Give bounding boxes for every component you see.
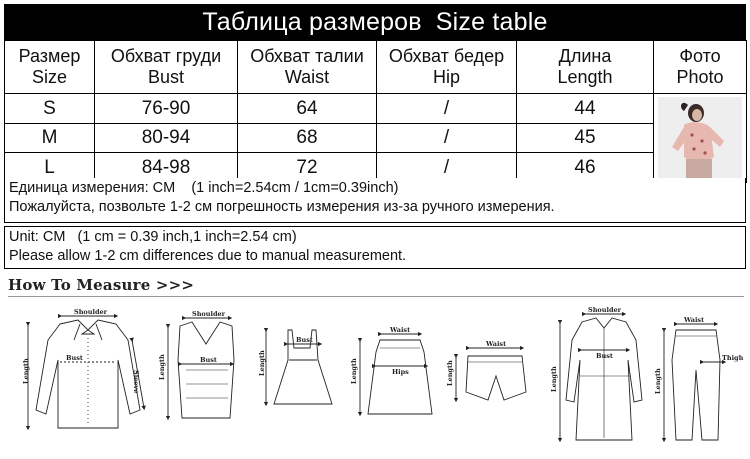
label-bust: Bust	[296, 336, 313, 344]
figure-trousers	[654, 316, 744, 440]
cell-size: M	[5, 123, 95, 153]
figure-shorts	[446, 340, 526, 400]
label-shoulder: Shoulder	[588, 306, 622, 314]
cell-hip: /	[377, 123, 517, 153]
header-length: Длина Length	[517, 41, 654, 94]
label-bust: Bust	[66, 354, 83, 362]
cell-size: S	[5, 94, 95, 124]
cell-length: 46	[517, 153, 654, 183]
note-en-line2: Please allow 1-2 cm differences due to manual measurement.	[9, 248, 407, 264]
label-bust: Bust	[200, 356, 217, 364]
photo-cell	[654, 94, 747, 183]
figure-top	[158, 310, 234, 418]
cell-hip: /	[377, 153, 517, 183]
label-length: Length	[446, 360, 454, 386]
cell-size: L	[5, 153, 95, 183]
label-sleeve: Sleeve	[132, 370, 140, 394]
note-en-line1: Unit: CM (1 cm = 0.39 inch,1 inch=2.54 cm)	[9, 229, 297, 245]
header-size: Размер Size	[5, 41, 95, 94]
note-ru-line2: Пожалуйста, позвольте 1-2 см погрешность измерения из-за ручного измерения.	[9, 199, 555, 215]
how-to-measure-heading: How To Measure >>>	[8, 276, 195, 294]
how-to-measure-figures	[0, 300, 750, 459]
label-waist: Waist	[486, 340, 507, 348]
product-photo	[658, 97, 742, 179]
label-length: Length	[654, 368, 662, 394]
header-photo: Фото Photo	[654, 41, 747, 94]
figure-dress	[258, 330, 332, 404]
note-en	[4, 226, 746, 269]
label-thigh: Thigh	[722, 354, 744, 362]
size-table	[4, 40, 747, 183]
header-bust: Обхват груди Bust	[95, 41, 238, 94]
label-hips: Hips	[392, 368, 409, 376]
figure-coat	[550, 306, 642, 440]
table-row	[5, 123, 747, 153]
cell-length: 45	[517, 123, 654, 153]
label-shoulder: Shoulder	[192, 310, 226, 318]
header-row	[5, 41, 747, 94]
cell-bust: 76-90	[95, 94, 238, 124]
note-ru	[4, 178, 746, 223]
figure-blouse	[22, 308, 144, 428]
title-en: Size table	[435, 7, 548, 36]
label-shoulder: Shoulder	[74, 308, 108, 316]
table-row	[5, 94, 747, 124]
figure-skirt	[350, 326, 432, 414]
size-table-title	[4, 4, 746, 40]
cell-bust: 80-94	[95, 123, 238, 153]
label-length: Length	[158, 354, 166, 380]
heading-underline	[8, 296, 744, 297]
cell-length: 44	[517, 94, 654, 124]
cell-waist: 68	[238, 123, 377, 153]
label-waist: Waist	[390, 326, 411, 334]
cell-waist: 64	[238, 94, 377, 124]
header-hip: Обхват бедер Hip	[377, 41, 517, 94]
label-waist: Waist	[684, 316, 705, 324]
label-length: Length	[350, 358, 358, 384]
cell-bust: 84-98	[95, 153, 238, 183]
cell-waist: 72	[238, 153, 377, 183]
label-length: Length	[550, 366, 558, 392]
title-ru: Таблица размеров	[202, 7, 422, 36]
label-length: Length	[22, 358, 30, 384]
note-ru-line1: Единица измерения: CM (1 inch=2.54cm / 1cm=0.39inch)	[9, 180, 399, 196]
header-waist: Обхват талии Waist	[238, 41, 377, 94]
cell-hip: /	[377, 94, 517, 124]
label-length: Length	[258, 350, 266, 376]
label-bust: Bust	[596, 352, 613, 360]
